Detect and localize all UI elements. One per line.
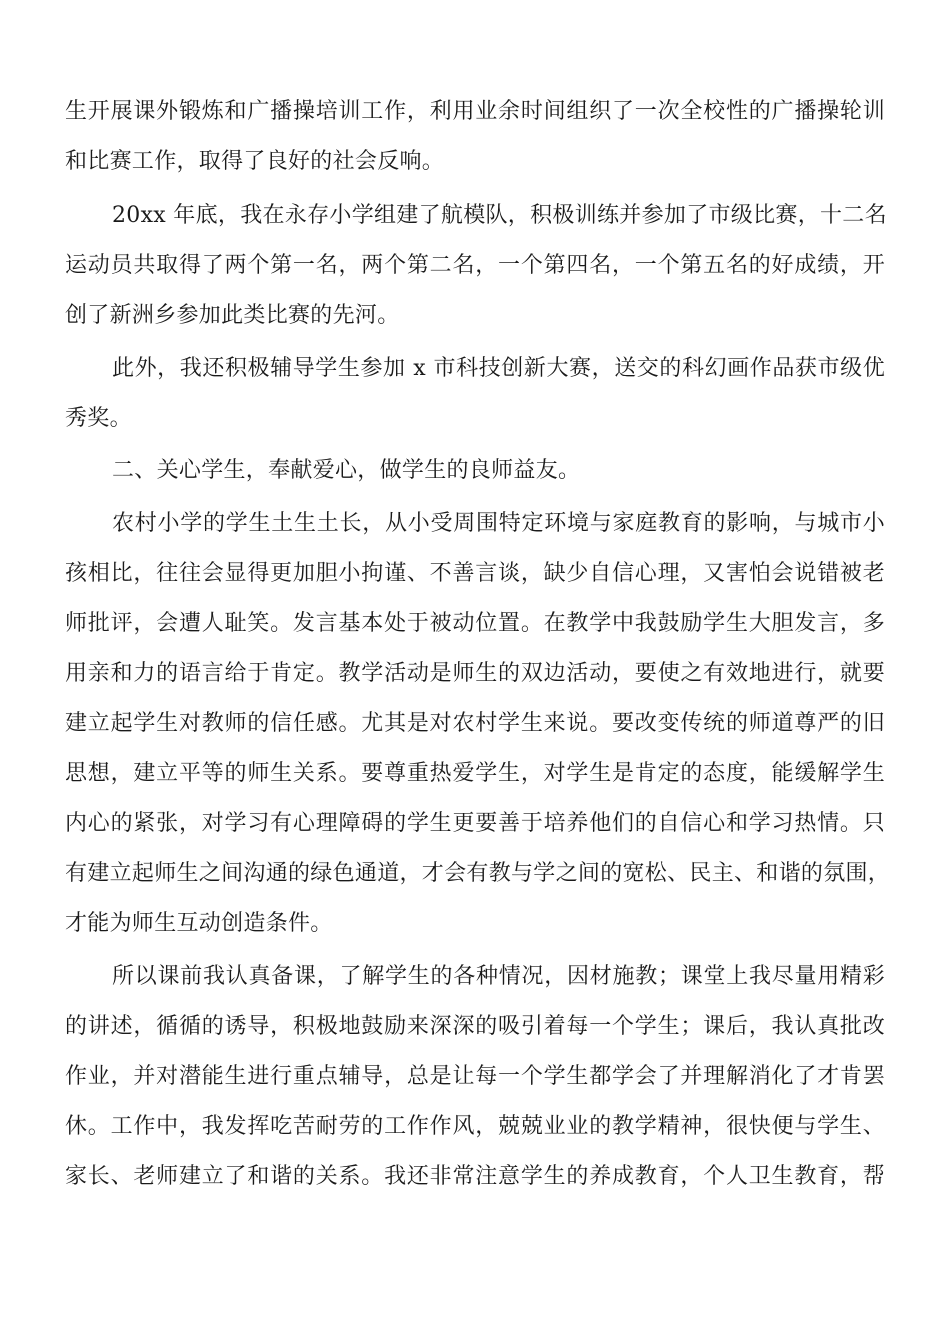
text-line: 用亲和力的语言给于肯定。教学活动是师生的双边活动，要使之有效地进行，就要 [65, 661, 885, 686]
text-line: 师批评，会遭人耻笑。发言基本处于被动位置。在教学中我鼓励学生大胆发言，多 [65, 611, 885, 636]
text-line: 农村小学的学生土生土长，从小受周围特定环境与家庭教育的影响，与城市小 [112, 511, 885, 536]
text-line: 家长、老师建立了和谐的关系。我还非常注意学生的养成教育，个人卫生教育，帮 [65, 1164, 885, 1189]
text-line: 孩相比，往往会显得更加胆小拘谨、不善言谈，缺少自信心理，又害怕会说错被老 [65, 561, 885, 586]
text-line: 此外，我还积极辅导学生参加 x 市科技创新大赛，送交的科幻画作品获市级优 [112, 356, 885, 381]
text-line: 20xx 年底，我在永存小学组建了航模队，积极训练并参加了市级比赛，十二名 [112, 203, 887, 228]
text-line: 生开展课外锻炼和广播操培训工作，利用业余时间组织了一次全校性的广播操轮训 [65, 99, 885, 124]
text-line: 休。工作中，我发挥吃苦耐劳的工作作风，兢兢业业的教学精神，很快便与学生、 [65, 1114, 885, 1139]
text-line: 秀奖。 [65, 406, 132, 431]
text-line: 才能为师生互动创造条件。 [65, 911, 333, 936]
section-heading: 二、关心学生，奉献爱心，做学生的良师益友。 [112, 458, 581, 483]
text-line: 创了新洲乡参加此类比赛的先河。 [65, 303, 400, 328]
text-line: 所以课前我认真备课，了解学生的各种情况，因材施教；课堂上我尽量用精彩 [112, 964, 885, 989]
text-line: 思想，建立平等的师生关系。要尊重热爱学生，对学生是肯定的态度，能缓解学生 [65, 761, 885, 786]
text-line: 建立起学生对教师的信任感。尤其是对农村学生来说。要改变传统的师道尊严的旧 [65, 711, 885, 736]
text-line: 运动员共取得了两个第一名，两个第二名，一个第四名，一个第五名的好成绩，开 [65, 253, 885, 278]
text-line: 作业，并对潜能生进行重点辅导，总是让每一个学生都学会了并理解消化了才肯罢 [65, 1064, 885, 1089]
text-line: 的讲述，循循的诱导，积极地鼓励来深深的吸引着每一个学生；课后，我认真批改 [65, 1014, 885, 1039]
text-line: 内心的紧张，对学习有心理障碍的学生更要善于培养他们的自信心和学习热情。只 [65, 811, 885, 836]
text-line: 和比赛工作，取得了良好的社会反响。 [65, 149, 445, 174]
text-line: 有建立起师生之间沟通的绿色通道，才会有教与学之间的宽松、民主、和谐的氛围， [65, 861, 891, 886]
